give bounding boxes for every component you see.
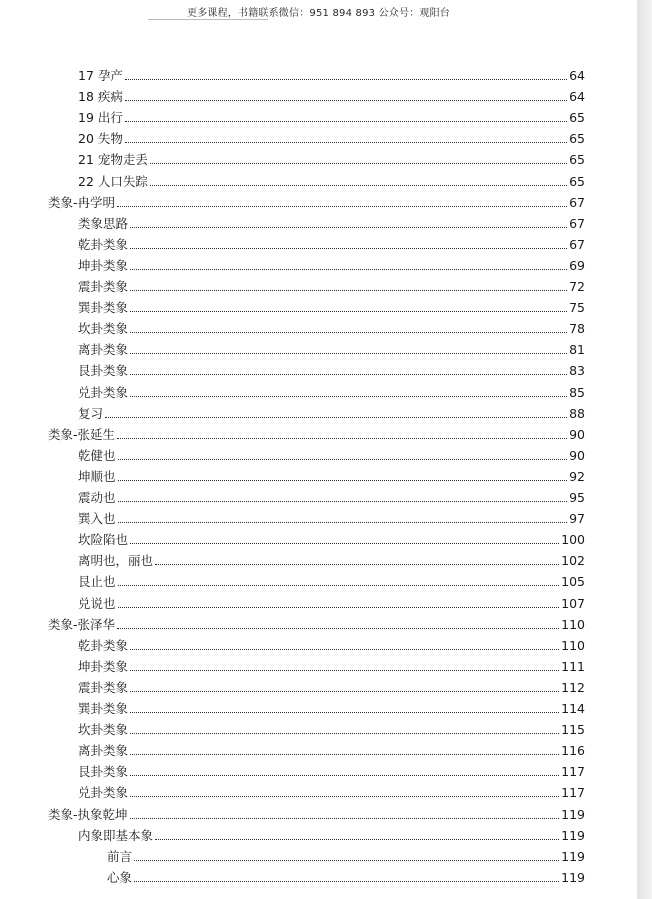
- toc-entry-page-number: 115: [561, 722, 585, 738]
- toc-entry-title: 坤卦类象: [78, 257, 129, 273]
- toc-dot-leader: [130, 753, 559, 755]
- header-underline: [148, 19, 268, 20]
- toc-entry-page-number: 119: [561, 806, 585, 822]
- toc-entry-title: 巽入也: [78, 511, 116, 527]
- toc-dot-leader: [125, 78, 567, 80]
- toc-entry[interactable]: [78, 379, 585, 400]
- toc-dot-leader: [130, 226, 567, 228]
- toc-entry-page-number: 92: [569, 468, 585, 484]
- toc-entry-page-number: 65: [569, 110, 585, 126]
- toc-entry-title: 兑说也: [78, 595, 116, 611]
- toc-entry-title: 震动也: [78, 490, 116, 505]
- toc-entry[interactable]: [48, 421, 585, 442]
- toc-entry[interactable]: [107, 843, 585, 864]
- toc-entry[interactable]: [78, 146, 585, 167]
- toc-entry[interactable]: [48, 611, 585, 632]
- toc-entry-page-number: 119: [561, 827, 585, 843]
- toc-entry[interactable]: [78, 505, 585, 526]
- toc-dot-leader: [130, 247, 567, 249]
- toc-entry-page-number: 100: [561, 532, 585, 548]
- toc-entry[interactable]: [78, 568, 585, 589]
- toc-entry-page-number: 88: [569, 405, 585, 421]
- toc-entry-page-number: 117: [561, 785, 585, 801]
- toc-entry-page-number: 72: [569, 279, 585, 294]
- toc-entry-page-number: 95: [569, 490, 585, 505]
- toc-dot-leader: [130, 289, 567, 291]
- toc-entry[interactable]: [78, 210, 585, 231]
- toc-dot-leader: [134, 859, 559, 861]
- toc-entry[interactable]: [107, 864, 585, 885]
- toc-entry-title: 心象: [107, 869, 133, 885]
- toc-entry[interactable]: [78, 231, 585, 252]
- toc-entry[interactable]: [78, 779, 585, 800]
- toc-entry-title: 坤卦类象: [78, 658, 129, 674]
- toc-entry[interactable]: [78, 336, 585, 357]
- toc-entry[interactable]: [78, 357, 585, 378]
- toc-dot-leader: [125, 99, 567, 101]
- toc-dot-leader: [134, 880, 559, 882]
- toc-dot-leader: [125, 120, 567, 122]
- toc-entry-page-number: 67: [569, 236, 585, 252]
- toc-entry-title: 19 出行: [78, 110, 123, 126]
- toc-dot-leader: [130, 817, 560, 819]
- toc-dot-leader: [130, 648, 559, 650]
- toc-entry-title: 离卦类象: [78, 743, 129, 759]
- toc-dot-leader: [150, 184, 567, 186]
- toc-entry-title: 艮卦类象: [78, 363, 129, 379]
- toc-entry-page-number: 112: [561, 679, 585, 695]
- toc-entry-page-number: 110: [561, 637, 585, 653]
- toc-entry-title: 18 疾病: [78, 89, 123, 105]
- toc-entry-page-number: 90: [569, 426, 585, 442]
- toc-entry[interactable]: [78, 822, 585, 843]
- toc-entry-page-number: 107: [561, 595, 585, 611]
- toc-dot-leader: [117, 205, 567, 207]
- toc-dot-leader: [130, 352, 567, 354]
- toc-entry-title: 离卦类象: [78, 342, 129, 358]
- toc-dot-leader: [118, 458, 567, 460]
- toc-entry-title: 坎卦类象: [78, 722, 129, 738]
- toc-dot-leader: [130, 373, 567, 375]
- toc-entry-page-number: 65: [569, 152, 585, 168]
- toc-dot-leader: [130, 690, 559, 692]
- toc-entry[interactable]: [78, 442, 585, 463]
- toc-entry[interactable]: [78, 62, 585, 83]
- toc-entry[interactable]: [78, 695, 585, 716]
- toc-dot-leader: [118, 479, 567, 481]
- toc-entry[interactable]: [78, 758, 585, 779]
- toc-dot-leader: [130, 669, 559, 671]
- toc-entry-page-number: 110: [561, 616, 585, 632]
- toc-entry-title: 离明也，丽也: [78, 553, 154, 569]
- toc-entry[interactable]: [78, 168, 585, 189]
- toc-dot-leader: [130, 795, 559, 797]
- toc-entry[interactable]: [48, 189, 585, 210]
- toc-dot-leader: [118, 521, 567, 523]
- toc-entry-page-number: 102: [561, 553, 585, 569]
- toc-entry-title: 巽卦类象: [78, 701, 129, 716]
- toc-entry-page-number: 64: [569, 68, 585, 83]
- toc-dot-leader: [118, 500, 567, 502]
- toc-entry-page-number: 67: [569, 215, 585, 231]
- toc-entry-title: 类象思路: [78, 215, 129, 231]
- toc-entry[interactable]: [78, 83, 585, 104]
- toc-entry-page-number: 119: [561, 848, 585, 864]
- toc-entry-title: 20 失物: [78, 131, 123, 147]
- toc-entry-title: 兑卦类象: [78, 785, 129, 801]
- page-edge-shadow: [637, 0, 652, 899]
- toc-entry-title: 兑卦类象: [78, 384, 129, 400]
- page-header: 更多课程，书籍联系微信：951 894 893 公众号：观阳台: [187, 8, 450, 19]
- toc-entry-page-number: 65: [569, 131, 585, 147]
- toc-entry[interactable]: [78, 294, 585, 315]
- toc-entry-page-number: 78: [569, 321, 585, 337]
- toc-entry[interactable]: [78, 252, 585, 273]
- toc-entry[interactable]: [48, 801, 585, 822]
- toc-entry-title: 坤顺也: [78, 468, 116, 484]
- toc-entry-page-number: 64: [569, 89, 585, 105]
- toc-entry-title: 类象-冉学明: [48, 194, 116, 210]
- toc-dot-leader: [118, 606, 560, 608]
- toc-entry-title: 坎险陷也: [78, 532, 129, 548]
- toc-entry[interactable]: [78, 716, 585, 737]
- toc-dot-leader: [125, 141, 567, 143]
- toc-dot-leader: [130, 774, 559, 776]
- toc-entry[interactable]: [78, 273, 585, 294]
- toc-entry-page-number: 90: [569, 447, 585, 463]
- toc-entry-title: 乾健也: [78, 447, 116, 463]
- toc-entry[interactable]: [78, 653, 585, 674]
- toc-dot-leader: [130, 711, 559, 713]
- toc-entry[interactable]: [78, 463, 585, 484]
- toc-dot-leader: [117, 627, 559, 629]
- toc-entry-page-number: 65: [569, 173, 585, 189]
- toc-entry-title: 艮止也: [78, 574, 116, 590]
- toc-entry-page-number: 67: [569, 194, 585, 210]
- toc-entry-page-number: 81: [569, 342, 585, 358]
- toc-dot-leader: [130, 331, 567, 333]
- toc-entry-title: 17 孕产: [78, 68, 123, 83]
- toc-entry-title: 21 宠物走丢: [78, 152, 148, 168]
- toc-entry[interactable]: [78, 104, 585, 125]
- toc-entry-title: 22 人口失踪: [78, 173, 148, 189]
- toc-entry[interactable]: [78, 315, 585, 336]
- toc-entry[interactable]: [78, 547, 585, 568]
- toc-entry-page-number: 111: [561, 658, 585, 674]
- toc-entry-page-number: 116: [561, 743, 585, 759]
- toc-entry[interactable]: [78, 484, 585, 505]
- toc-entry-page-number: 105: [561, 574, 585, 590]
- toc-entry-title: 巽卦类象: [78, 300, 129, 316]
- toc-entry-title: 复习: [78, 405, 104, 421]
- toc-dot-leader: [130, 310, 567, 312]
- toc-entry[interactable]: [78, 125, 585, 146]
- toc-entry-title: 内象即基本象: [78, 827, 154, 843]
- toc-entry-page-number: 119: [561, 869, 585, 885]
- toc-dot-leader: [155, 838, 559, 840]
- toc-entry[interactable]: [78, 400, 585, 421]
- toc-dot-leader: [130, 732, 559, 734]
- toc-entry-title: 艮卦类象: [78, 764, 129, 780]
- toc-entry-page-number: 117: [561, 764, 585, 780]
- toc-dot-leader: [130, 542, 559, 544]
- toc-entry-page-number: 85: [569, 384, 585, 400]
- toc-entry-page-number: 69: [569, 257, 585, 273]
- toc-entry-title: 类象-执象乾坤: [48, 806, 128, 822]
- toc-entry[interactable]: [78, 674, 585, 695]
- toc-entry-page-number: 83: [569, 363, 585, 379]
- toc-entry-title: 类象-张泽华: [48, 616, 116, 632]
- toc-entry-title: 乾卦类象: [78, 637, 129, 653]
- toc-entry-page-number: 114: [561, 701, 585, 716]
- toc-dot-leader: [155, 563, 559, 565]
- toc-entry-title: 震卦类象: [78, 679, 129, 695]
- toc-entry-title: 坎卦类象: [78, 321, 129, 337]
- toc-dot-leader: [150, 162, 567, 164]
- toc-entry-title: 震卦类象: [78, 279, 129, 294]
- toc-entry-title: 类象-张延生: [48, 426, 116, 442]
- toc-dot-leader: [105, 416, 567, 418]
- toc-dot-leader: [117, 437, 567, 439]
- toc-dot-leader: [130, 395, 567, 397]
- toc-entry[interactable]: [78, 590, 585, 611]
- toc-entry[interactable]: [78, 632, 585, 653]
- toc-entry-title: 前言: [107, 848, 133, 864]
- toc-entry[interactable]: [78, 737, 585, 758]
- toc-dot-leader: [118, 584, 560, 586]
- toc-entry-title: 乾卦类象: [78, 236, 129, 252]
- toc-entry[interactable]: [78, 526, 585, 547]
- toc-entry-page-number: 75: [569, 300, 585, 316]
- toc-entry-page-number: 97: [569, 511, 585, 527]
- toc-dot-leader: [130, 268, 567, 270]
